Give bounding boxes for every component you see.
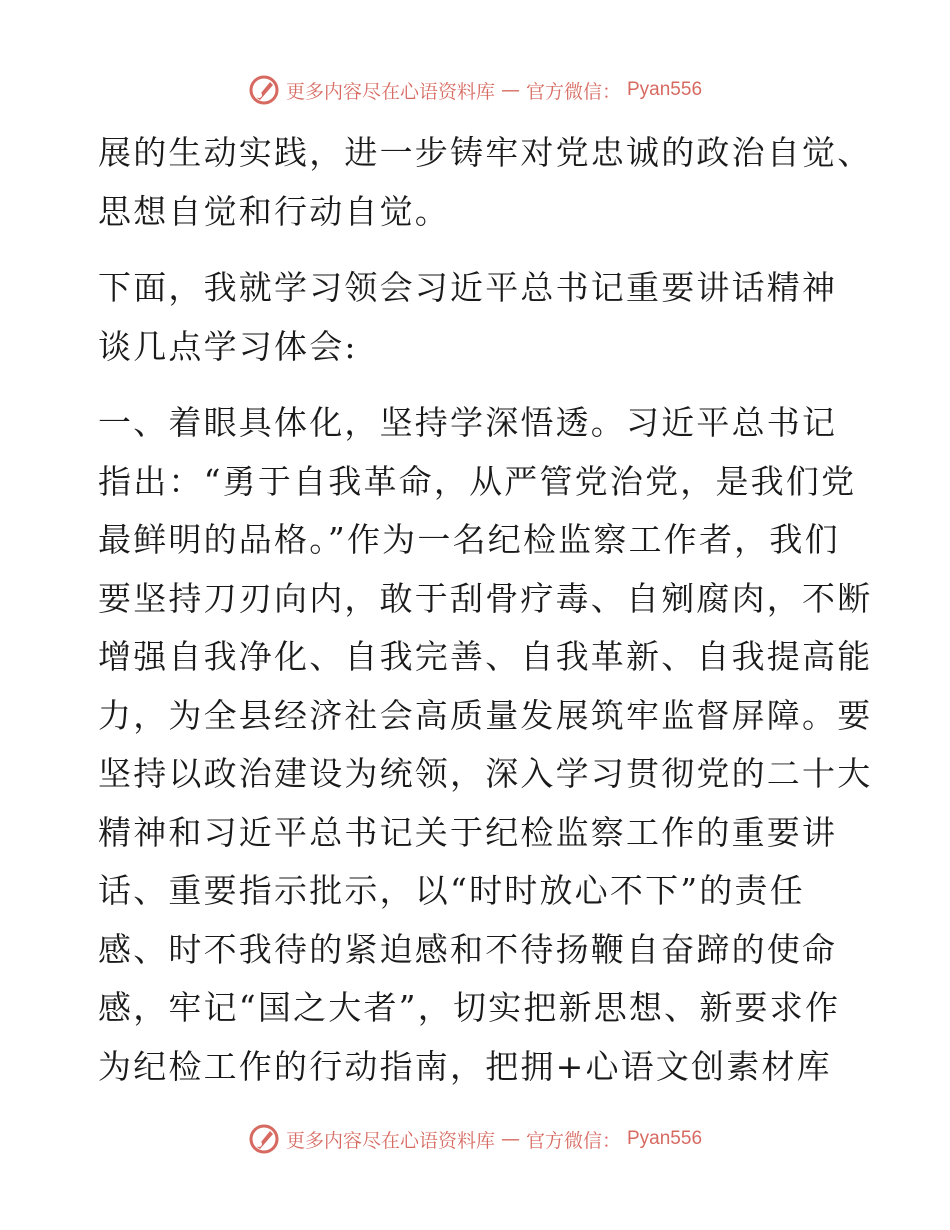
header-watermark [0, 70, 950, 110]
watermark-account-label: 官方微信： [525, 1129, 621, 1152]
text-line: 最鲜明的品格。”作为一名纪检监察工作者，我们 [98, 520, 840, 559]
text-line: 谈几点学习体会: [98, 326, 358, 366]
watermark-separator: — [500, 79, 520, 101]
text-line: 力，为全县经济社会高质量发展筑牢监督屏障。要 [98, 695, 873, 735]
paragraph-1 [98, 124, 873, 241]
brush-logo-icon [248, 1123, 280, 1155]
text-line: 下面，我就学习领会习近平总书记重要讲话精神 [98, 268, 838, 307]
document-body [98, 124, 873, 1096]
paragraph-2 [98, 259, 858, 376]
text-line: 感、时不我待的紧迫感和不待扬鞭自奋蹄的使命 [98, 929, 838, 969]
text-line: 话、重要指示批示，以“时时放心不下”的责任 [98, 871, 805, 910]
watermark-account: Pyan556 [627, 79, 703, 100]
text-line: 感，牢记“国之大者”，切实把新思想、新要求作 [98, 988, 841, 1027]
watermark-account-label: 官方微信： [525, 80, 621, 103]
text-line: 坚持以政治建设为统领，深入学习贯彻党的二十大 [98, 754, 873, 793]
watermark-text: 更多内容尽在心语资料库 [285, 80, 495, 103]
footer-watermark [0, 1119, 950, 1159]
text-line: 一、着眼具体化，坚持学深悟透。习近平总书记 [98, 403, 838, 442]
text-line: 增强自我净化、自我完善、自我革新、自我提高能 [98, 637, 873, 676]
watermark-text: 更多内容尽在心语资料库 [285, 1129, 495, 1152]
watermark-account: Pyan556 [627, 1128, 703, 1149]
watermark-separator: — [500, 1128, 520, 1150]
text-line: 思想自觉和行动自觉。 [98, 191, 450, 231]
paragraph-3 [98, 394, 873, 1096]
text-line: 要坚持刀刃向内，敢于刮骨疗毒、自剜腐肉，不断 [98, 578, 873, 618]
text-line: 展的生动实践，进一步铸牢对党忠诚的政治自觉、 [98, 133, 873, 172]
text-line: 精神和习近平总书记关于纪检监察工作的重要讲 [98, 812, 838, 852]
brush-logo-icon [248, 74, 280, 106]
text-line: 指出：“勇于自我革命，从严管党治党，是我们党 [98, 461, 857, 501]
text-line: 为纪检工作的行动指南，把拥+心语文创素材库 [98, 1046, 832, 1086]
